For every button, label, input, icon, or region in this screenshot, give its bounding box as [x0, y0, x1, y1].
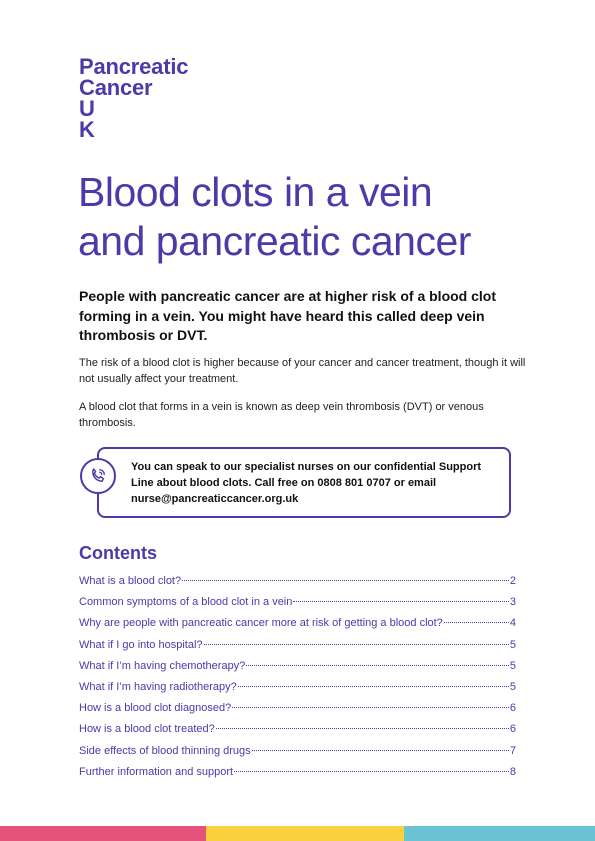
- toc-item-title: Side effects of blood thinning drugs: [79, 744, 251, 757]
- body-paragraph-dvt: A blood clot that forms in a vein is known as deep vein thrombosis (DVT) or venous thrombosis.: [79, 401, 484, 429]
- toc-leader: [246, 665, 509, 666]
- contents-list: [79, 575, 516, 787]
- logo-line: Cancer: [79, 75, 153, 100]
- toc-item-page: 2: [509, 575, 516, 587]
- toc-item[interactable]: [79, 617, 516, 638]
- toc-item-title: What if I’m having chemotherapy?: [79, 659, 246, 672]
- toc-item-title: How is a blood clot diagnosed?: [79, 702, 232, 715]
- toc-item-page: 5: [509, 659, 516, 672]
- toc-item-page: 3: [509, 596, 516, 609]
- toc-item[interactable]: [79, 639, 516, 660]
- logo-line: K: [79, 117, 95, 142]
- lead-paragraph: People with pancreatic cancer are at higher risk of a blood clot forming in a vein. You might have heard this called deep vein thrombosis or DVT.: [79, 288, 497, 343]
- toc-leader: [216, 728, 509, 729]
- support-line-phone[interactable]: 0808 801 0707: [317, 477, 391, 489]
- page-title: [78, 168, 471, 266]
- toc-item-title: Why are people with pancreatic cancer more at risk of getting a blood clot?: [79, 617, 443, 630]
- toc-leader: [232, 707, 509, 708]
- support-line-text: [131, 459, 501, 507]
- toc-item-page: 8: [509, 765, 516, 778]
- toc-leader: [204, 644, 509, 645]
- toc-item[interactable]: [79, 723, 516, 744]
- toc-leader: [252, 750, 509, 751]
- toc-item-title: How is a blood clot treated?: [79, 723, 215, 736]
- body-paragraph-risk: The risk of a blood clot is higher because of your cancer and cancer treatment, though it will not usually affect your treatment.: [79, 357, 526, 385]
- toc-item-title: What if I’m having radiotherapy?: [79, 680, 237, 693]
- logo-line: U: [79, 96, 95, 121]
- toc-item-title: What is a blood clot?: [79, 575, 182, 587]
- toc-item-page: 6: [509, 723, 516, 736]
- title-line-2: and pancreatic cancer: [78, 218, 471, 264]
- toc-item-page: 5: [509, 680, 516, 693]
- toc-item-page: 5: [509, 638, 516, 651]
- toc-leader: [293, 601, 509, 602]
- toc-leader: [182, 580, 509, 581]
- toc-item[interactable]: [79, 596, 516, 617]
- toc-item[interactable]: [79, 660, 516, 681]
- toc-item-page: 4: [509, 617, 516, 630]
- toc-item-title: What if I go into hospital?: [79, 638, 203, 651]
- stripe-teal: [404, 826, 595, 841]
- contents-heading: Contents: [79, 543, 157, 563]
- support-line-email[interactable]: nurse@pancreaticcancer.org.uk: [131, 493, 299, 505]
- toc-item[interactable]: [79, 766, 516, 787]
- phone-icon: [80, 458, 116, 494]
- phone-icon-graphic: [88, 466, 108, 486]
- toc-item[interactable]: [79, 681, 516, 702]
- toc-leader: [234, 771, 509, 772]
- toc-item-page: 6: [509, 702, 516, 715]
- toc-item[interactable]: [79, 702, 516, 723]
- footer-color-stripes: [0, 826, 595, 841]
- callout-text-mid: or email: [390, 477, 437, 489]
- callout-text-before: You can speak to our specialist nurses on our confidential Support Line about blood clots. Call free on: [131, 461, 482, 489]
- stripe-pink: [0, 826, 206, 841]
- toc-leader: [444, 622, 509, 623]
- toc-item[interactable]: [79, 745, 516, 766]
- toc-item-title: Further information and support: [79, 765, 234, 778]
- title-line-1: Blood clots in a vein: [78, 169, 433, 215]
- stripe-yellow: [206, 826, 404, 841]
- toc-item-page: 7: [509, 744, 516, 757]
- logo-line: Pancreatic: [79, 54, 189, 79]
- toc-item-title: Common symptoms of a blood clot in a vein: [79, 596, 293, 609]
- toc-leader: [238, 686, 509, 687]
- support-line-callout: [97, 447, 511, 518]
- pancreatic-cancer-uk-logo: [79, 56, 188, 140]
- toc-item[interactable]: [79, 575, 516, 596]
